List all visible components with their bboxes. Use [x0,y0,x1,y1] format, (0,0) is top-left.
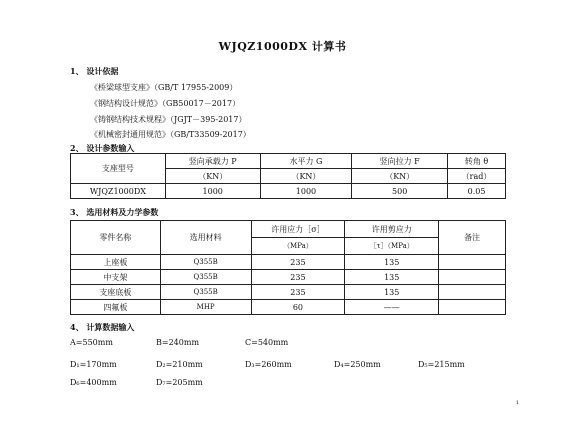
cell-shear: 135 [345,270,439,285]
cell-rotation: 0.05 [448,184,506,199]
cell-stress: 235 [251,255,345,270]
unit-allowable-shear: ［τ］（MPa） [345,238,439,255]
cell-vertical-tension: 500 [352,184,448,199]
cell-part: 支座底板 [71,285,161,300]
header-part-name: 零件名称 [71,221,161,255]
cell-material: Q355B [160,270,251,285]
reference-4: 《机械密封通用规范》（GB/T33509-2017） [90,130,251,139]
cell-stress: 60 [251,300,345,315]
dimension-line-3 [70,378,500,388]
cell-horizontal-force: 1000 [260,184,352,199]
reference-2: 《钢结构设计规范》（GB50017－2017） [90,99,241,108]
header-vertical-tension: 竖向拉力 F [352,154,448,169]
dimension-d2: D₂=210mm [156,360,203,369]
header-rotation: 转角 θ [448,154,506,169]
cell-model: WJQZ1000DX [71,184,166,199]
header-vertical-load: 竖向承载力 P [165,154,260,169]
dimension-c: C=540mm [245,338,289,347]
section2-heading: 2、 设计参数输入 [70,143,135,153]
cell-shear: 135 [345,255,439,270]
dimension-line-1 [70,338,500,348]
unit-horizontal-force: （KN） [260,169,352,184]
cell-shear: 135 [345,285,439,300]
cell-shear: —— [345,300,439,315]
cell-part: 中支架 [71,270,161,285]
reference-1: 《桥梁球型支座》（GB/T 17955-2009） [90,83,238,92]
table-row [71,285,506,300]
cell-remark [439,300,506,315]
dimension-d4: D₄=250mm [334,360,381,369]
dimension-a: A=550mm [70,338,113,347]
dimension-d1: D₁=170mm [70,360,117,369]
dimension-d5: D₅=215mm [418,360,465,369]
section4-heading: 4、 计算数据输入 [70,322,135,332]
header-bearing-model: 支座型号 [71,154,166,184]
dimension-d3: D₃=260mm [245,360,292,369]
cell-stress: 235 [251,285,345,300]
unit-vertical-load: （KN） [165,169,260,184]
cell-remark [439,270,506,285]
table-row [71,184,506,199]
table-row [71,255,506,270]
page-title: WJQZ1000DX 计算书 [218,40,347,53]
cell-stress: 235 [251,270,345,285]
unit-allowable-stress: （MPa） [251,238,345,255]
cell-material: Q355B [160,285,251,300]
dimension-d6: D₆=400mm [70,378,117,387]
cell-part: 上座板 [71,255,161,270]
header-horizontal-force: 水平力 G [260,154,352,169]
section1-heading: 1、 设计依据 [70,66,119,76]
section3-heading: 3、 选用材料及力学参数 [70,207,159,217]
header-material: 选用材料 [160,221,251,255]
header-allowable-shear: 许用剪应力 [345,221,439,238]
reference-3: 《铸钢结构技术规程》（JGJT－395-2017） [90,115,247,124]
dimension-b: B=240mm [156,338,200,347]
unit-vertical-tension: （KN） [352,169,448,184]
cell-material: MHP [160,300,251,315]
cell-remark [439,255,506,270]
materials-table [70,220,506,315]
header-allowable-stress: 许用应力［σ］ [251,221,345,238]
cell-vertical-load: 1000 [165,184,260,199]
cell-material: Q355B [160,255,251,270]
table-row [71,300,506,315]
dimension-line-2 [70,360,500,370]
page-number: 1 [515,400,519,406]
unit-rotation: （rad） [448,169,506,184]
cell-remark [439,285,506,300]
table-row [71,270,506,285]
dimension-d7: D₇=205mm [156,378,203,387]
design-parameters-table [70,153,506,199]
header-remarks: 备注 [439,221,506,255]
cell-part: 四氟板 [71,300,161,315]
